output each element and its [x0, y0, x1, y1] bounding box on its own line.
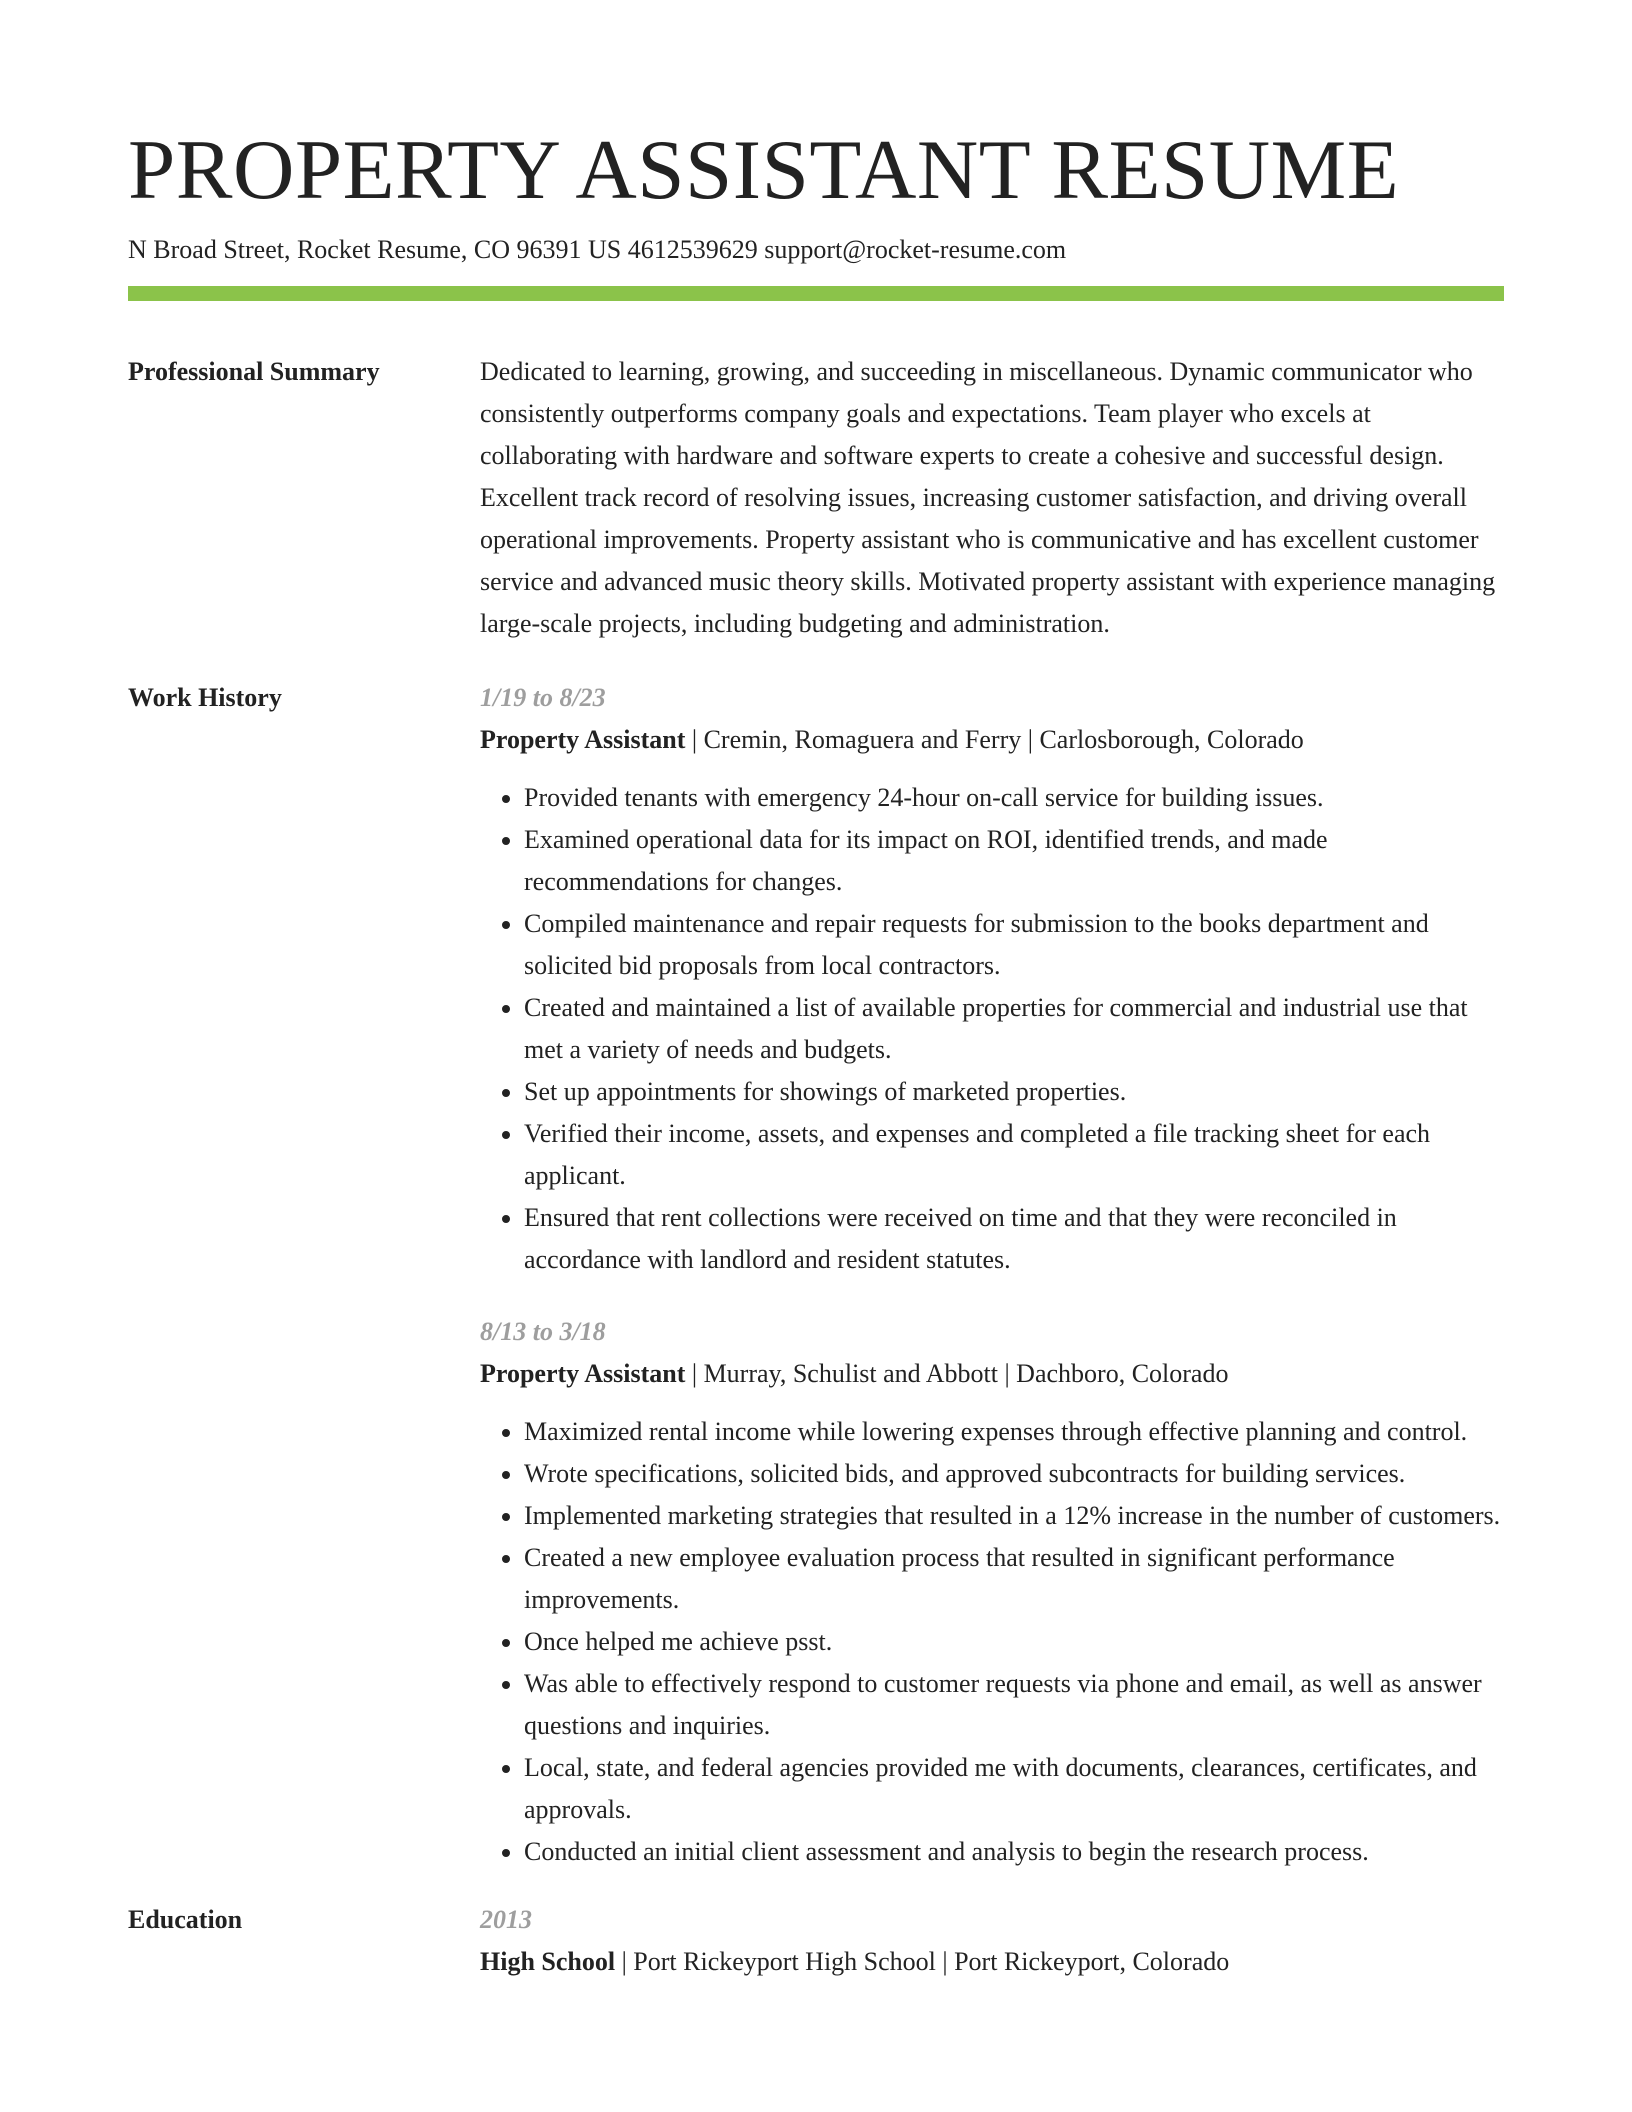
- job-dates: 1/19 to 8/23: [480, 683, 606, 712]
- job-bullet: • Maximized rental income while lowering expenses through effective planning and control.: [524, 1411, 1504, 1453]
- job-bullets: [480, 777, 1504, 1281]
- summary-text: Dedicated to learning, growing, and succeeding in miscellaneous. Dynamic communicator who consistently outperforms company goals and expectations. Team player who excels at collaborating with hardware and software experts to create a cohesive and successful design. Excellent track record of resolving issues, increasing customer satisfaction, and driving overall operational improvements. Property assistant who is communicative and has excellent customer service and advanced music theory skills. Motivated property assistant with experience managing large-scale projects, including budgeting and administration.: [480, 357, 1496, 638]
- job-bullet: • Created and maintained a list of available properties for commercial and industrial use that met a variety of needs and budgets.: [524, 987, 1504, 1071]
- contact-line: [128, 234, 1504, 266]
- work-history-section: [128, 677, 1504, 1873]
- job-bullet: • Examined operational data for its impact on ROI, identified trends, and made recommendations for changes.: [524, 819, 1504, 903]
- summary-body: [480, 351, 1504, 645]
- job-entry: [480, 1311, 1504, 1873]
- job-bullet: • Set up appointments for showings of marketed properties.: [524, 1071, 1504, 1113]
- job-bullet: • Compiled maintenance and repair requests for submission to the books department and solicited bid proposals from local contractors.: [524, 903, 1504, 987]
- job-bullet: • Verified their income, assets, and expenses and completed a file tracking sheet for each applicant.: [524, 1113, 1504, 1197]
- summary-heading: Professional Summary: [128, 357, 380, 386]
- job-entry: [480, 677, 1504, 1281]
- education-section: [128, 1899, 1504, 1983]
- education-degree: High School: [480, 1947, 616, 1976]
- contact-address: N Broad Street, Rocket Resume, CO 96391 US: [128, 235, 622, 264]
- job-bullet: • Implemented marketing strategies that resulted in a 12% increase in the number of customers.: [524, 1495, 1504, 1537]
- job-title-line: [480, 719, 1504, 761]
- job-bullets: [480, 1411, 1504, 1873]
- job-bullet: • Wrote specifications, solicited bids, and approved subcontracts for building services.: [524, 1453, 1504, 1495]
- job-bullet: • Provided tenants with emergency 24-hour on-call service for building issues.: [524, 777, 1504, 819]
- education-school-location: | Port Rickeyport High School | Port Rickeyport, Colorado: [615, 1947, 1230, 1976]
- job-title: Property Assistant: [480, 1359, 686, 1388]
- education-heading: Education: [128, 1905, 243, 1934]
- job-bullet: • Conducted an initial client assessment and analysis to begin the research process.: [524, 1831, 1504, 1873]
- job-bullet: • Local, state, and federal agencies provided me with documents, clearances, certificates, and approvals.: [524, 1747, 1504, 1831]
- education-year: 2013: [480, 1905, 532, 1934]
- resume-title: PROPERTY ASSISTANT RESUME: [128, 123, 1400, 217]
- education-body: [480, 1899, 1504, 1983]
- work-history-body: [480, 677, 1504, 1873]
- summary-section: [128, 351, 1504, 645]
- job-title: Property Assistant: [480, 725, 686, 754]
- job-bullet: • Was able to effectively respond to customer requests via phone and email, as well as answer questions and inquiries.: [524, 1663, 1504, 1747]
- job-title-line: [480, 1353, 1504, 1395]
- job-bullet: • Once helped me achieve psst.: [524, 1621, 1504, 1663]
- education-line: [480, 1941, 1504, 1983]
- job-employer-location: | Murray, Schulist and Abbott | Dachboro, Colorado: [685, 1359, 1229, 1388]
- work-history-heading: Work History: [128, 683, 282, 712]
- job-dates: 8/13 to 3/18: [480, 1317, 606, 1346]
- job-bullet: • Created a new employee evaluation process that resulted in significant performance improvements.: [524, 1537, 1504, 1621]
- job-bullet: • Ensured that rent collections were received on time and that they were reconciled in accordance with landlord and resident statutes.: [524, 1197, 1504, 1281]
- resume-page: [128, 0, 1504, 1983]
- job-employer-location: | Cremin, Romaguera and Ferry | Carlosborough, Colorado: [685, 725, 1304, 754]
- contact-email: support@rocket-resume.com: [764, 235, 1067, 264]
- header-divider: [128, 286, 1504, 301]
- contact-phone: 4612539629: [627, 235, 758, 264]
